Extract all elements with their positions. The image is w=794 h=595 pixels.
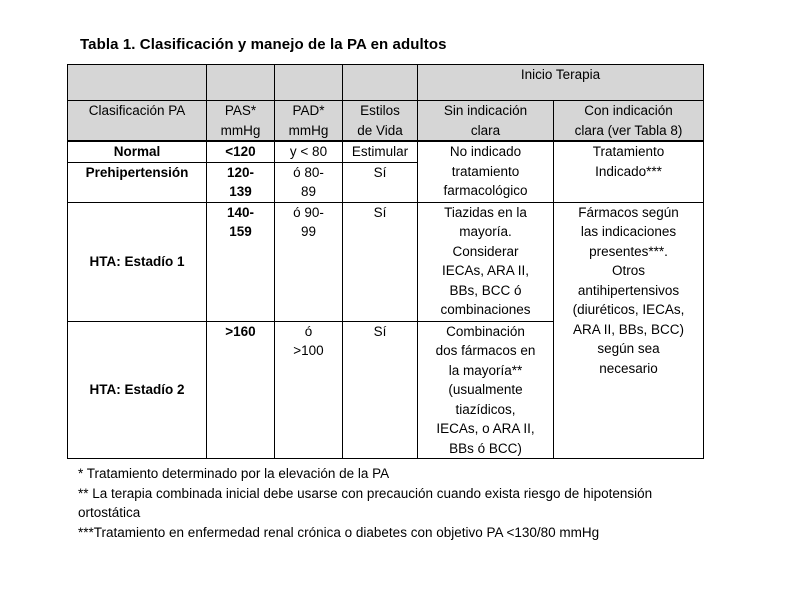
row-normal-estilos: Estimular xyxy=(343,141,418,162)
row-prehipertension-pas: 120- 139 xyxy=(207,162,275,202)
header-inicio-terapia: Inicio Terapia xyxy=(418,65,704,101)
row-prehipertension-pad: ó 80- 89 xyxy=(275,162,343,202)
con-indicacion-normal-pre: Tratamiento Indicado*** xyxy=(554,141,704,202)
row-estadio2-label: HTA: Estadío 2 xyxy=(68,321,207,459)
footnote-1: * Tratamiento determinado por la elevación de la PA xyxy=(78,466,390,481)
footnotes xyxy=(78,464,718,542)
header-pad: PAD* mmHg xyxy=(275,101,343,142)
sin-indicacion-normal-pre: No indicado tratamiento farmacológico xyxy=(418,141,554,202)
row-estadio1-estilos: Sí xyxy=(343,202,418,321)
sin-indicacion-estadio1: Tiazidas en la mayoría. Considerar IECAs, ARA II, BBs, BCC ó combinaciones xyxy=(418,202,554,321)
row-estadio1-label: HTA: Estadío 1 xyxy=(68,202,207,321)
row-estadio2-pad: ó >100 xyxy=(275,321,343,459)
header-pas: PAS* mmHg xyxy=(207,101,275,142)
table-title: Tabla 1. Clasificación y manejo de la PA en adultos xyxy=(80,36,447,53)
sin-indicacion-estadio2: Combinación dos fármacos en la mayoría** (usualmente tiazídicos, IECAs, o ARA II, BBs ó BCC) xyxy=(418,321,554,459)
header-con-indicacion: Con indicación clara (ver Tabla 8) xyxy=(554,101,704,142)
header-estilos: Estilos de Vida xyxy=(343,101,418,142)
header-blank xyxy=(68,65,207,101)
row-prehipertension-label: Prehipertensión xyxy=(68,162,207,202)
header-clasificacion: Clasificación PA xyxy=(68,101,207,142)
row-estadio1-pad: ó 90- 99 xyxy=(275,202,343,321)
row-prehipertension-estilos: Sí xyxy=(343,162,418,202)
row-estadio1-pas: 140- 159 xyxy=(207,202,275,321)
classification-table xyxy=(67,64,704,459)
row-estadio2-pas: >160 xyxy=(207,321,275,459)
footnote-2: ** La terapia combinada inicial debe usarse con precaución cuando exista riesgo de hipotensión ortostática xyxy=(78,485,653,520)
row-normal-pas: <120 xyxy=(207,141,275,162)
footnote-3: ***Tratamiento en enfermedad renal crónica o diabetes con objetivo PA <130/80 mmHg xyxy=(78,524,600,540)
row-normal-label: Normal xyxy=(68,141,207,162)
header-sin-indicacion: Sin indicación clara xyxy=(418,101,554,142)
con-indicacion-hta: Fármacos según las indicaciones presentes***. Otros antihipertensivos (diuréticos, IECAs, ARA II, BBs, BCC) según sea necesario xyxy=(554,202,704,459)
row-normal-pad: y < 80 xyxy=(275,141,343,162)
row-estadio2-estilos: Sí xyxy=(343,321,418,459)
